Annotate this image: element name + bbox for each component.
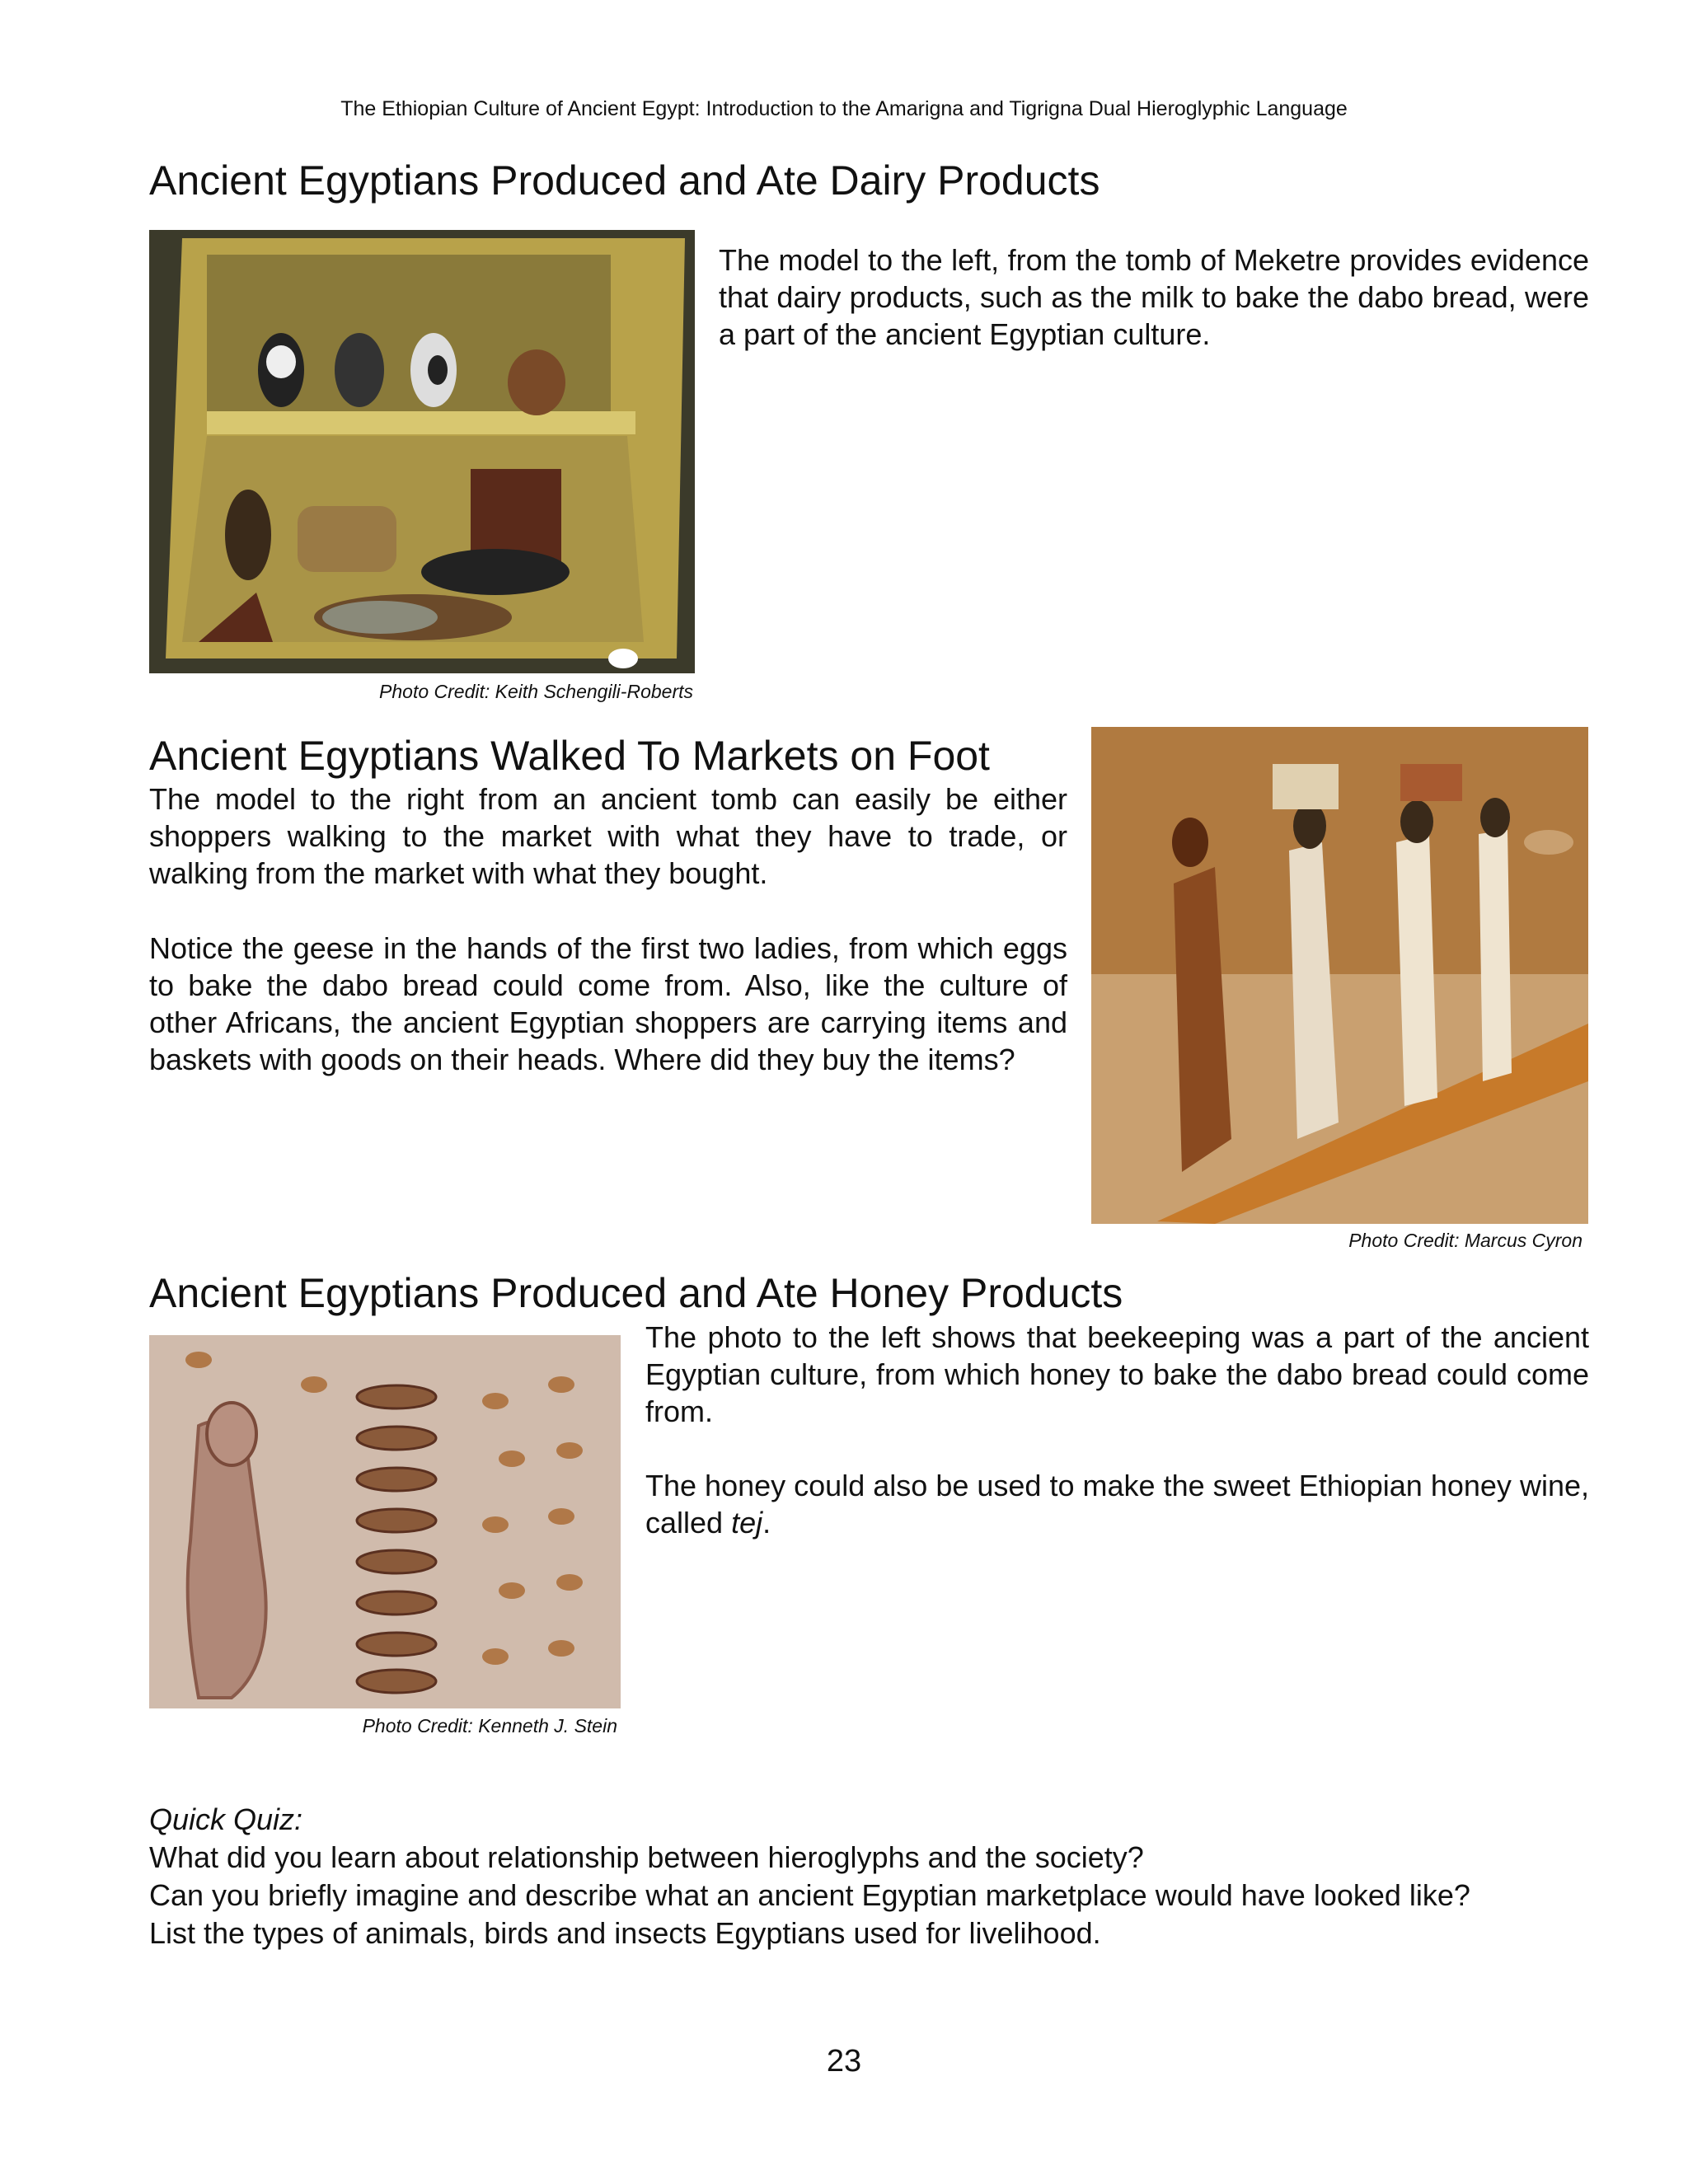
market-walkers-photo — [1091, 727, 1588, 1224]
quiz-title: Quick Quiz: — [149, 1802, 303, 1836]
honey-paragraph-2-text: The honey could also be used to make the sweet Ethiopian honey wine, called — [645, 1469, 1589, 1540]
quiz-question: What did you learn about relationship between hieroglyphs and the society? — [149, 1840, 1144, 1874]
photo-credit-markets: Photo Credit: Marcus Cyron — [1348, 1230, 1582, 1251]
page-number: 23 — [826, 2044, 862, 2079]
quick-quiz — [149, 1801, 1600, 1952]
beekeeping-relief-photo — [149, 1335, 621, 1708]
running-header: The Ethiopian Culture of Ancient Egypt: Introduction to the Amarigna and Tigrigna Dual Hieroglyphic Language — [340, 97, 1348, 120]
markets-paragraph-2: Notice the geese in the hands of the first two ladies, from which eggs to bake the dabo bread could come from. Also, like the culture of other Africans, the ancient Egyptian shoppers are carrying items and baskets with goods on their heads. Where did they buy the items? — [149, 931, 1067, 1076]
dairy-paragraph: The model to the left, from the tomb of Meketre provides evidence that dairy products, such as the milk to bake the dabo bread, were a part of the ancient Egyptian culture. — [719, 243, 1589, 351]
photo-credit-dairy: Photo Credit: Keith Schengili-Roberts — [379, 681, 693, 702]
photo-credit-honey: Photo Credit: Kenneth J. Stein — [362, 1715, 617, 1736]
honey-paragraph-2 — [645, 1467, 1589, 1541]
honey-paragraph-2-end: . — [762, 1506, 771, 1540]
section-heading-honey: Ancient Egyptians Produced and Ate Honey Products — [149, 1270, 1123, 1316]
honey-paragraph-1: The photo to the left shows that beekeeping was a part of the ancient Egyptian culture, from which honey to bake the dabo bread could come from. — [645, 1320, 1589, 1428]
quiz-question: List the types of animals, birds and insects Egyptians used for livelihood. — [149, 1916, 1101, 1950]
markets-paragraph-1: The model to the right from an ancient tomb can easily be either shoppers walking to the market with what they have to trade, or walking from the market with what they bought. — [149, 782, 1067, 890]
section-heading-markets: Ancient Egyptians Walked To Markets on Foot — [149, 733, 990, 779]
quiz-question: Can you briefly imagine and describe what an ancient Egyptian marketplace would have looked like? — [149, 1878, 1470, 1912]
dairy-model-photo — [149, 230, 695, 673]
section-heading-dairy: Ancient Egyptians Produced and Ate Dairy Products — [149, 157, 1100, 204]
tej-term: tej — [731, 1506, 763, 1540]
